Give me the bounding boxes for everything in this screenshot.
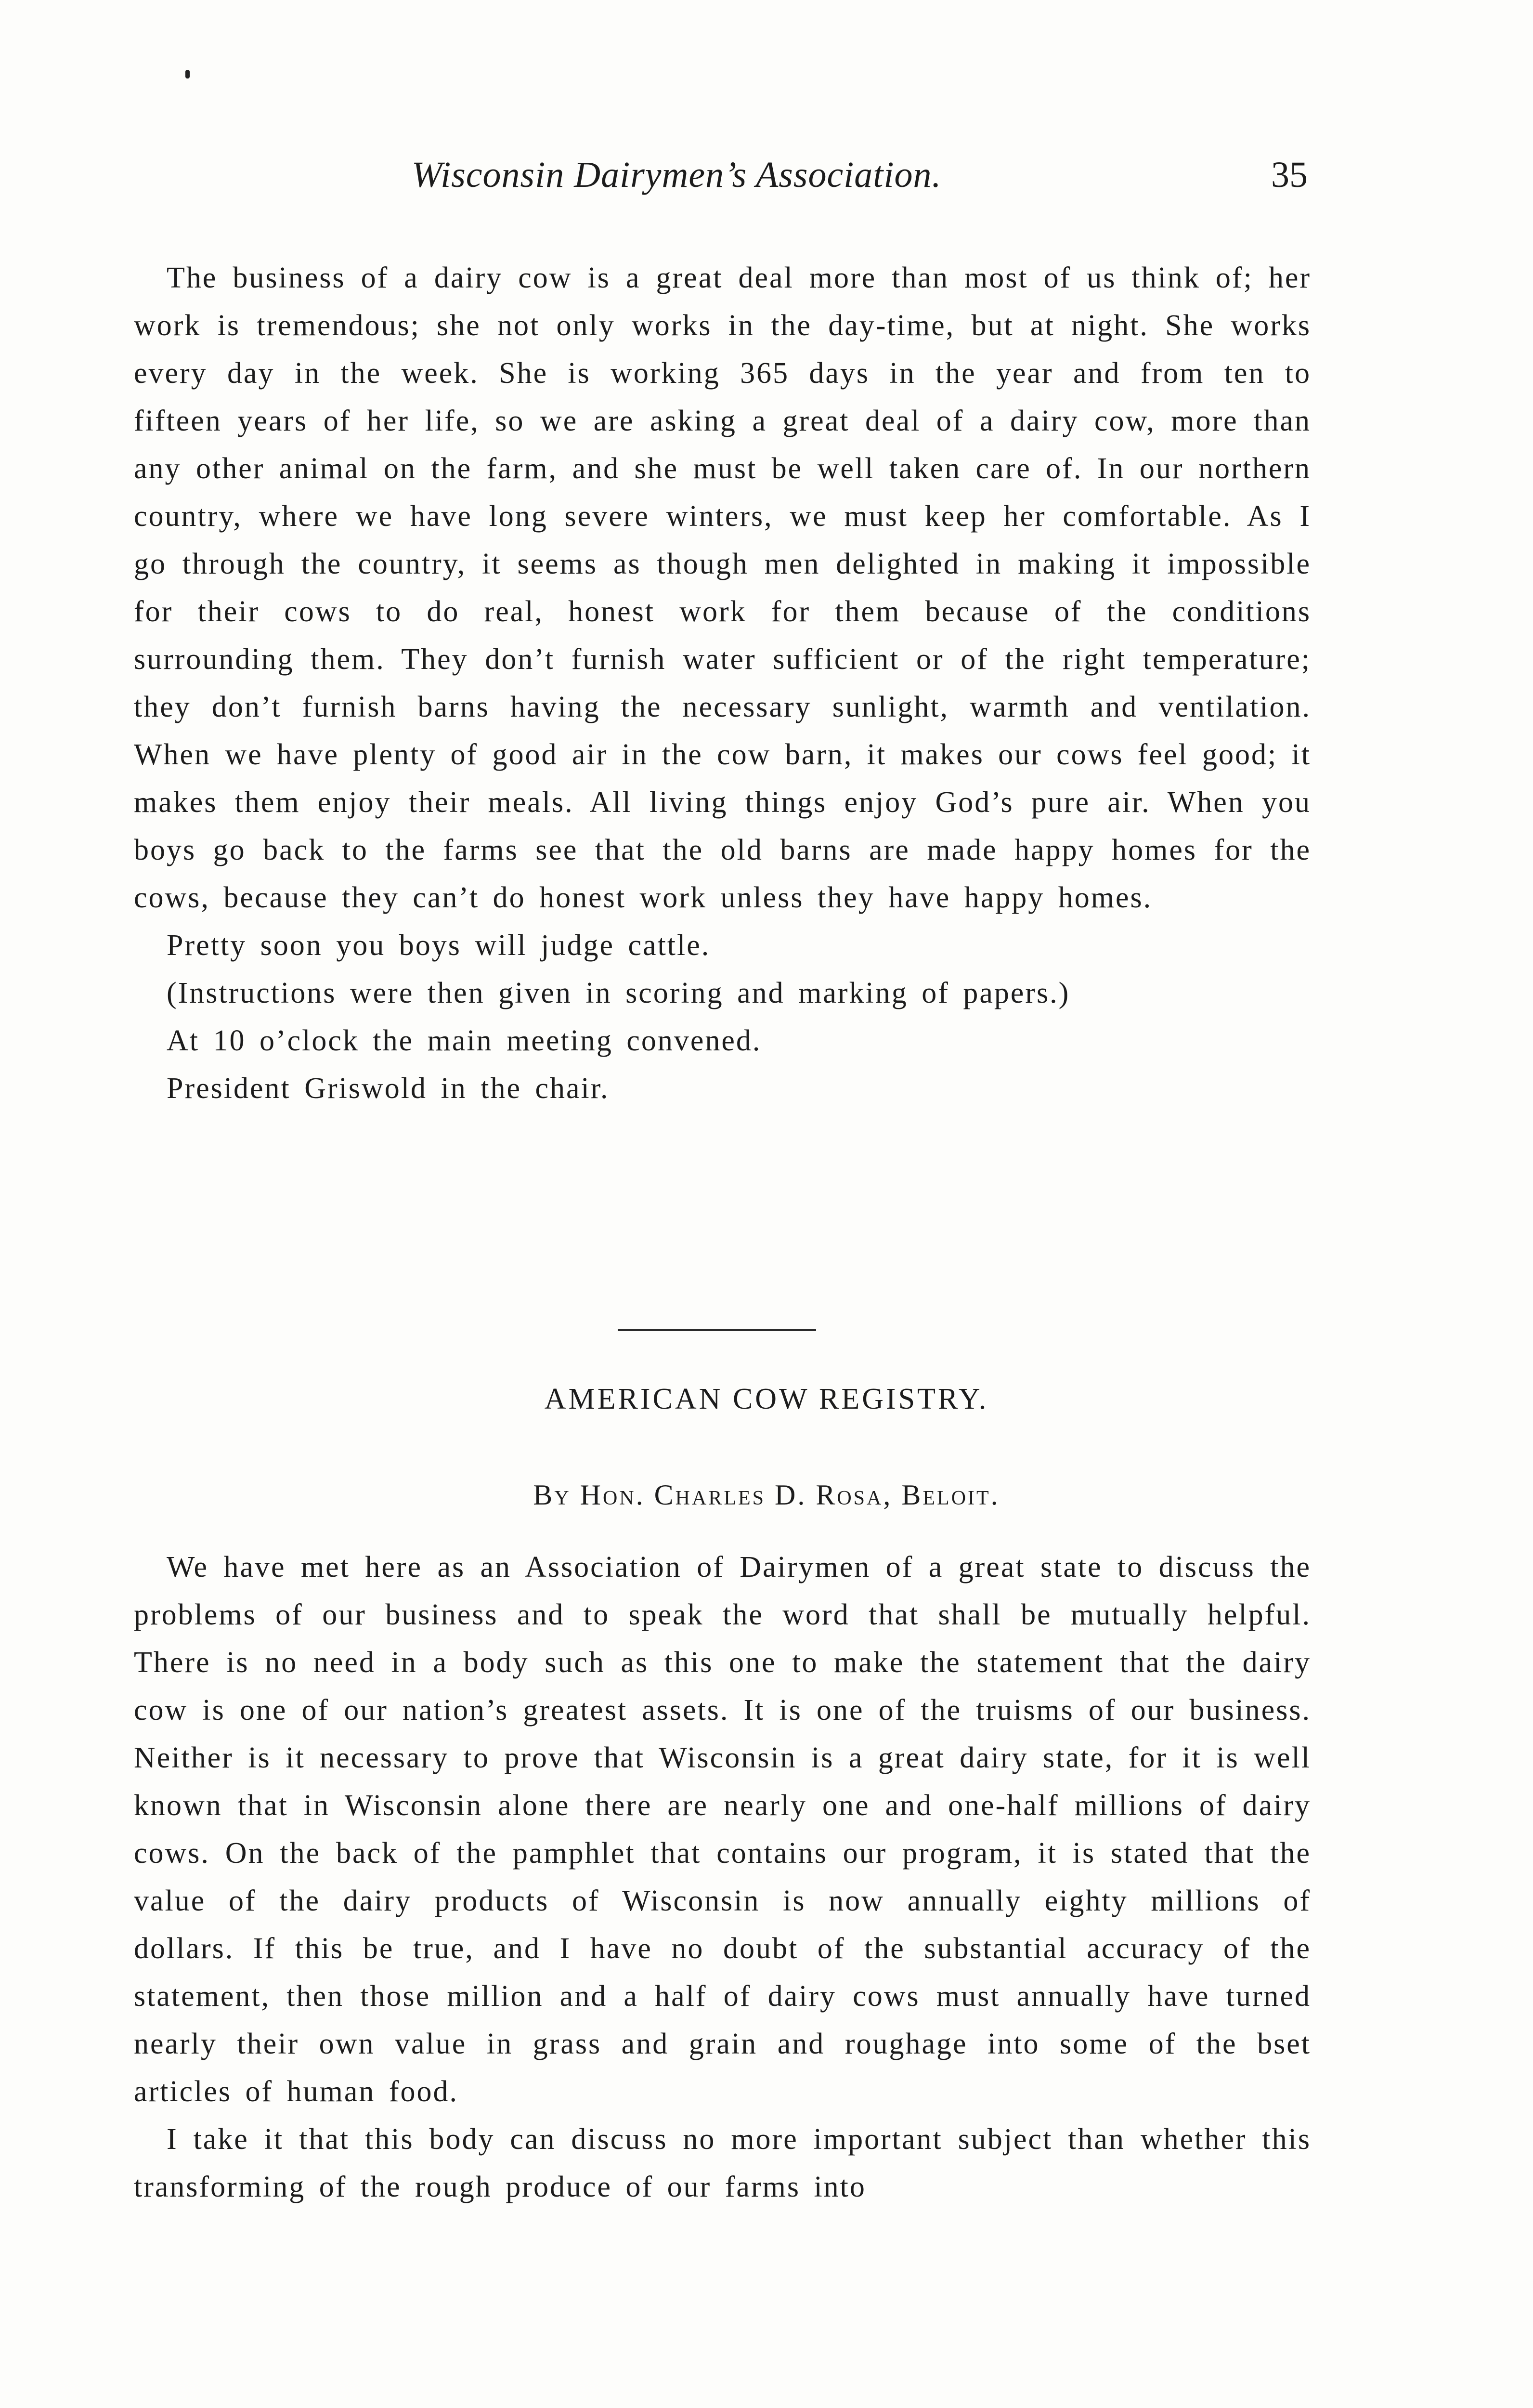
section-dairy-cow-text xyxy=(134,254,1311,1112)
ink-speck xyxy=(185,70,190,79)
author-byline: By Hon. Charles D. Rosa, Beloit. xyxy=(533,1479,1000,1511)
paragraph: Pretty soon you boys will judge cattle. xyxy=(167,929,711,962)
running-head xyxy=(0,154,1533,207)
section-divider xyxy=(618,1329,816,1331)
section-cow-registry-text xyxy=(134,1544,1311,2211)
page-number: 35 xyxy=(1271,155,1308,195)
paragraph: I take it that this body can discuss no more important subject than whether this transforming of the rough produce of our farms into xyxy=(134,2123,1311,2203)
paragraph: We have met here as an Association of Dairymen of a great state to discuss the problems of our business and to speak the word that shall be mutually helpful. There is no need in a body such as this one to make the statement that the dairy cow is one of our nation’s greatest assets. It is one of the truisms of our business. Neither is it necessary to prove that Wisconsin is a great dairy state, for it is well known that in Wisconsin alone there are nearly one and one-half millions of dairy cows. On the back of the pamphlet that contains our program, it is stated that the value of the dairy products of Wisconsin is now annually eighty millions of dollars. If this be true, and I have no doubt of the substantial accuracy of the statement, then those million and a half of dairy cows must annually have turned nearly their own value in grass and grain and roughage into some of the bset articles of human food. xyxy=(134,1551,1311,2108)
paragraph: At 10 o’clock the main meeting convened. xyxy=(167,1024,762,1057)
paragraph: (Instructions were then given in scoring and marking of papers.) xyxy=(167,977,1070,1009)
paragraph: The business of a dairy cow is a great deal more than most of us think of; her work is tremendous; she not only works in the day-time, but at night. She works every day in the week. She is working 365 days in the year and from ten to fifteen years of her life, so we are asking a great deal of a dairy cow, more than any other animal on the farm, and she must be well taken care of. In our northern country, where we have long severe winters, we must keep her comfortable. As I go through the country, it seems as though men delighted in making it impossible for their cows to do real, honest work for them because of the conditions surrounding them. They don’t furnish water sufficient or of the right temperature; they don’t furnish barns having the necessary sunlight, warmth and ventilation. When we have plenty of good air in the cow barn, it makes our cows feel good; it makes them enjoy their meals. All living things enjoy God’s pure air. When you boys go back to the farms see that the old barns are made happy homes for the cows, because they can’t do honest work unless they have happy homes. xyxy=(134,262,1311,914)
running-head-title: Wisconsin Dairymen’s Association. xyxy=(412,155,942,195)
section-title: AMERICAN COW REGISTRY. xyxy=(544,1383,989,1415)
paragraph: President Griswold in the chair. xyxy=(167,1072,610,1105)
